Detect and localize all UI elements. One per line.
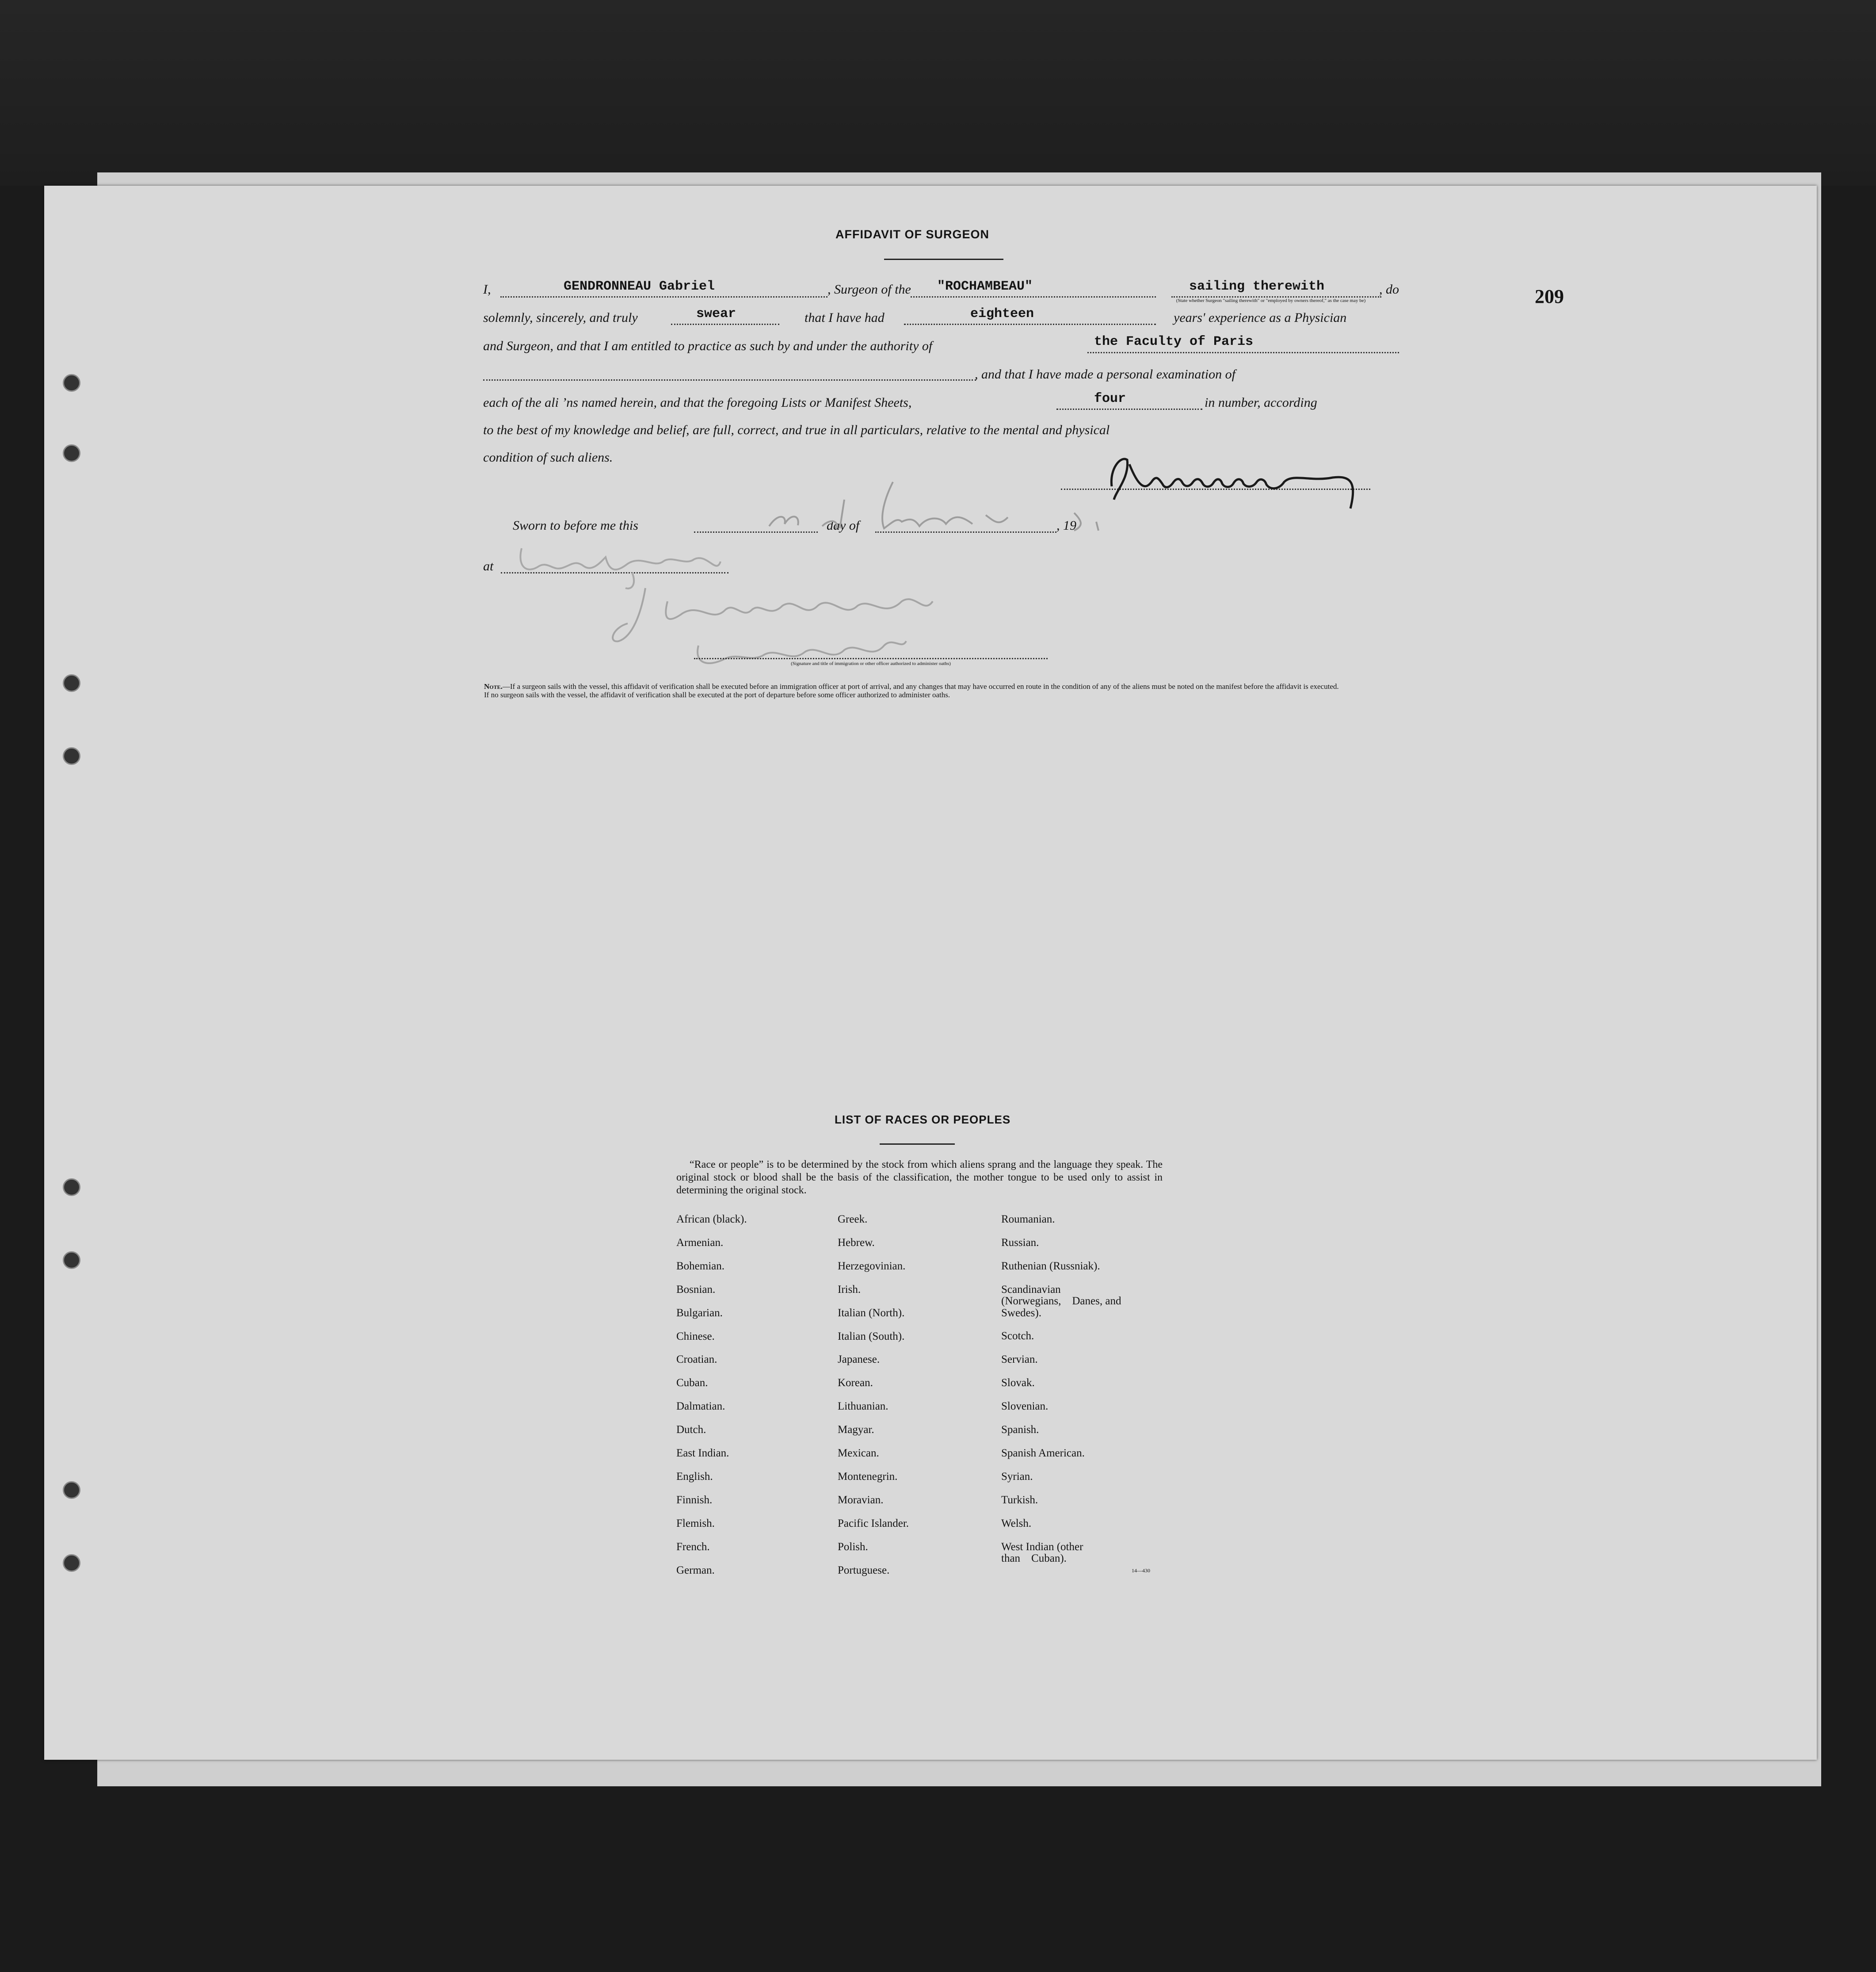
race-item: Ruthenian (Russniak). <box>1001 1260 1100 1272</box>
race-item: Italian (North). <box>838 1307 905 1319</box>
races-title-rule <box>880 1143 955 1145</box>
race-item: Roumanian. <box>1001 1213 1055 1225</box>
text-each-of: each of the ali ’ns named herein, and that the foregoing Lists or Manifest Sheets, <box>483 395 912 410</box>
text-to-the-best: to the best of my knowledge and belief, are full, correct, and true in all particulars, relative to the mental and physical <box>483 423 1110 437</box>
years: eighteen <box>970 306 1034 321</box>
race-item: Slovenian. <box>1001 1400 1049 1413</box>
sheets-line <box>1056 409 1202 410</box>
note-label: Note. <box>484 682 503 691</box>
race-item: Croatian. <box>676 1353 717 1366</box>
race-item: Servian. <box>1001 1353 1038 1366</box>
race-item: Scandinavian (Norwegians, Danes, and Swedes). <box>1001 1283 1121 1319</box>
punch-hole <box>63 747 80 765</box>
punch-hole <box>63 1481 80 1499</box>
race-item: Polish. <box>838 1540 868 1553</box>
race-item: Herzegovinian. <box>838 1260 906 1272</box>
race-item: Italian (South). <box>838 1330 905 1342</box>
authority-line-2 <box>483 379 976 381</box>
race-item: Dalmatian. <box>676 1400 725 1413</box>
race-item: Magyar. <box>838 1424 874 1436</box>
race-item: Scotch. <box>1001 1330 1034 1342</box>
race-item: West Indian (other than Cuban). <box>1001 1540 1083 1564</box>
race-item: Turkish. <box>1001 1494 1038 1506</box>
race-item: Pacific Islander. <box>838 1517 909 1529</box>
form-number: 14—430 <box>1132 1567 1150 1574</box>
race-item: Moravian. <box>838 1494 884 1506</box>
race-item: Hebrew. <box>838 1236 875 1249</box>
surgeon-status: sailing therewith <box>1189 279 1325 294</box>
race-item: Spanish. <box>1001 1424 1039 1436</box>
title-rule <box>884 259 1003 260</box>
text-19: , 19 <box>1056 518 1076 533</box>
race-item: Bulgarian. <box>676 1307 723 1319</box>
years-line <box>904 324 1156 325</box>
text-day-of: day of <box>827 518 860 533</box>
race-item: African (black). <box>676 1213 747 1225</box>
text-surgeon-of: , Surgeon of the <box>827 282 911 297</box>
text-solemnly: solemnly, sincerely, and truly <box>483 310 638 325</box>
vessel-line <box>911 296 1156 298</box>
scan-border <box>0 0 1876 186</box>
race-item: Finnish. <box>676 1494 713 1506</box>
race-item: Korean. <box>838 1377 873 1389</box>
race-item: Greek. <box>838 1213 868 1225</box>
punch-hole <box>63 1251 80 1269</box>
surgeon-name: GENDRONNEAU Gabriel <box>564 279 715 294</box>
race-item: Dutch. <box>676 1424 706 1436</box>
races-title: LIST OF RACES OR PEOPLES <box>835 1113 1011 1126</box>
oath-line <box>671 324 779 325</box>
page-number: 209 <box>1535 286 1564 307</box>
officer-signature-line <box>694 658 1048 659</box>
race-item: Mexican. <box>838 1447 879 1460</box>
race-item: East Indian. <box>676 1447 729 1460</box>
race-item: Portuguese. <box>838 1564 890 1576</box>
authority: the Faculty of Paris <box>1094 334 1254 349</box>
races-column-3 <box>1001 1214 1169 1576</box>
status-hint: (State whether Surgeon "sailing therewith" or "employed by owners thereof," as the case may be) <box>1176 298 1366 303</box>
race-item: Spanish American. <box>1001 1447 1085 1459</box>
sworn-date-handwriting <box>707 473 1193 539</box>
races-column-2 <box>838 1214 997 1588</box>
race-item: Cuban. <box>676 1377 708 1389</box>
race-item: English. <box>676 1470 713 1483</box>
race-item: French. <box>676 1540 710 1553</box>
race-item: Russian. <box>1001 1236 1039 1249</box>
name-line <box>500 296 827 298</box>
races-intro: “Race or people” is to be determined by the stock from which aliens sprang and the language they speak. The original stock or blood shall be the basis of the classification, the mother tongue to be used only to assist in determining the original stock. <box>676 1159 1163 1196</box>
text-and-that: , and that I have made a personal examination of <box>975 367 1235 382</box>
race-item: Armenian. <box>676 1236 724 1249</box>
affidavit-note <box>466 682 1401 699</box>
oath: swear <box>696 306 736 321</box>
affidavit-title: AFFIDAVIT OF SURGEON <box>835 228 989 241</box>
signature-caption: (Signature and title of immigration or other officer authorized to administer oaths) <box>791 661 951 666</box>
race-item: Flemish. <box>676 1517 715 1529</box>
race-item: Montenegrin. <box>838 1470 898 1483</box>
text-condition: condition of such aliens. <box>483 450 613 465</box>
sheets: four <box>1094 391 1126 406</box>
race-item: Lithuanian. <box>838 1400 888 1413</box>
text-i: I, <box>483 282 491 297</box>
punch-hole <box>63 374 80 392</box>
race-item: Chinese. <box>676 1330 715 1342</box>
text-at: at <box>483 559 494 573</box>
text-do: , do <box>1379 282 1399 297</box>
text-years-exp: years' experience as a Physician <box>1174 310 1347 325</box>
punch-hole <box>63 674 80 692</box>
authority-line <box>1087 352 1399 353</box>
text-and-surgeon: and Surgeon, and that I am entitled to practice as such by and under the authority of <box>483 339 933 353</box>
vessel-name: "ROCHAMBEAU" <box>937 279 1033 294</box>
punch-hole <box>63 1554 80 1572</box>
race-item: Bohemian. <box>676 1260 725 1272</box>
race-item: Slovak. <box>1001 1377 1035 1389</box>
races-column-1 <box>676 1214 827 1588</box>
note-line-2: If no surgeon sails with the vessel, the affidavit of verification shall be executed at the port of departure before some officer authorized to administer oaths. <box>484 691 950 699</box>
text-that-i-have-had: that I have had <box>805 310 885 325</box>
race-item: Welsh. <box>1001 1517 1032 1529</box>
race-item: Irish. <box>838 1283 861 1296</box>
punch-hole <box>63 1178 80 1196</box>
punch-hole <box>63 444 80 462</box>
status-line <box>1171 296 1381 298</box>
note-line-1: —If a surgeon sails with the vessel, this affidavit of verification shall be executed before an immigration officer at port of arrival, and any changes that may have occurred en route in the condition of any of the aliens must be noted on the manifest before the affidavit is executed. <box>502 682 1339 691</box>
race-item: German. <box>676 1564 715 1576</box>
race-item: Bosnian. <box>676 1283 716 1296</box>
race-item: Syrian. <box>1001 1470 1033 1483</box>
text-sworn: Sworn to before me this <box>513 518 638 533</box>
text-in-number: in number, according <box>1205 395 1317 410</box>
race-item: Japanese. <box>838 1353 880 1366</box>
manifest-page <box>44 186 1817 1760</box>
